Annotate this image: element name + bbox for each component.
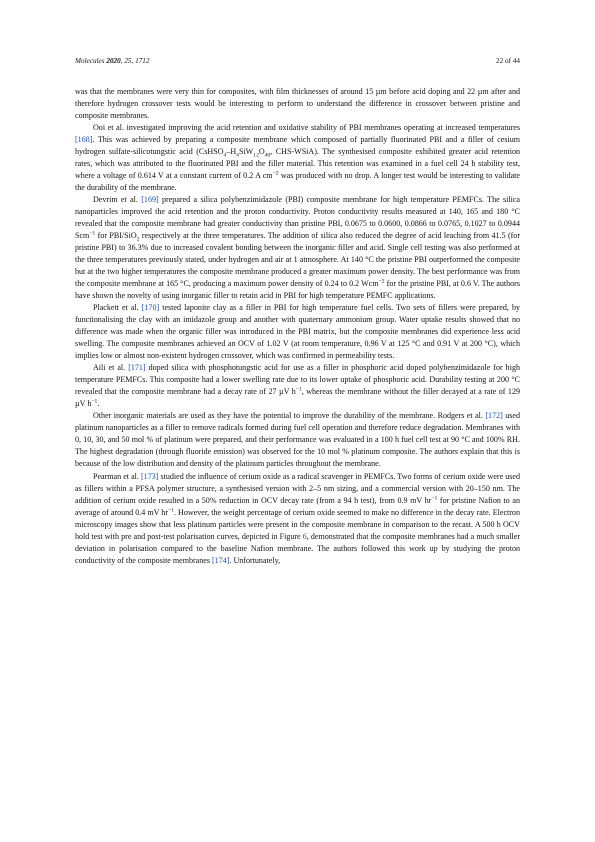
text-run: doped silica with phosphotungstic acid for use as a filler in phosphoric acid doped polybenzimidazole for high temperature PEMFCs. This composite had a lower swelling rate due to its lower uptake of phosphoric acid. Durability testing at 200 °C revealed that the composite membrane had a decay rate of 27 µV h — [75, 363, 520, 397]
text-run: studied the influence of cerium oxide as a radical scavenger in PEMFCs. Two forms of cerium oxide were used as fillers within a PFSA polymer structure, a synthesised version with 2–5 nm sizing, and a commercial version with 20–150 nm. The addition of cerium oxide resulted in a 50% reduction in OCV decay rate (from a 94 h test), from 0.9 mV hr — [75, 471, 520, 505]
text-run: –H — [226, 147, 237, 157]
citation-link[interactable]: [173] — [141, 471, 159, 481]
text-run: , demonstrated that the composite membranes had a much smaller deviation in polarisation compared to the baseline Nafion membrane. The authors followed this work up by studying the proton conductivity of the composite membranes — [75, 531, 520, 565]
text-run: SiW — [238, 147, 254, 157]
article-body — [75, 86, 520, 567]
text-run: . Unfortunately, — [229, 555, 281, 565]
text-run: , CHS-WSiA). The synthesised composite exhibited greater acid retention rates, which was attributed to the fluorinated PBI and the filler material. This retention was examined in a fuel cell 24 h stability test, where a voltage of 0.614 V at a constant current of 0.2 A cm — [75, 147, 520, 181]
text-run: for pristine Nafion to an average of around 0.4 mV hr — [75, 495, 520, 517]
superscript: −1 — [168, 506, 174, 513]
article-number: 1712 — [135, 57, 150, 65]
citation-link[interactable]: [168] — [75, 135, 93, 145]
text-run: . — [97, 399, 100, 409]
body-paragraph — [75, 471, 520, 567]
citation-link[interactable]: [172] — [485, 411, 503, 421]
journal-year: 2020 — [106, 57, 121, 65]
subscript: 40 — [264, 152, 271, 159]
page-header — [75, 57, 520, 69]
text-run: Devrim et al. — [93, 195, 142, 205]
citation-link[interactable]: [174] — [212, 555, 230, 565]
body-paragraph — [75, 302, 520, 362]
superscript: −2 — [378, 278, 385, 285]
text-run: for the pristine PBI, at 0.6 V. The authors have shown the novelty of using inorganic filler to retain acid in PBI for high temperature PEMFC applications. — [75, 279, 520, 301]
text-run: was that the membranes were very thin for composites, with film thicknesses of around 15 µm before acid doping and 22 µm after and therefore hydrogen crossover tests would be interesting to perform to understand the difference in crossover between pristine and composite membranes. — [75, 87, 520, 121]
body-paragraph — [75, 194, 520, 302]
journal-name: Molecules — [75, 57, 105, 65]
body-paragraph — [75, 122, 520, 194]
citation-link[interactable]: 6 — [302, 531, 307, 541]
citation-link[interactable]: [171] — [128, 363, 146, 373]
subscript: 4 — [236, 152, 239, 159]
subscript: 12 — [253, 152, 259, 159]
superscript: −1 — [431, 494, 438, 501]
body-paragraph — [75, 362, 520, 410]
text-run: Aili et al. — [93, 363, 129, 373]
subscript: 2 — [136, 236, 140, 243]
text-run: . However, the weight percentage of cerium oxide seemed to make no difference in the decay rate. Electron microscopy images show that less platinum particles were present in the composite membrane in comparison to the recast. A 500 h OCV hold test with pre and post-test polarisation curves, depicted in Figure — [75, 507, 520, 541]
text-run: used platinum nanoparticles as a filler to remove radicals formed during fuel cell operation and therefore reduce degradation. Membranes with 0, 10, 30, and 50 mol % of platinum were prepared, and their performance was evaluated in a 100 h fuel cell test at 90 °C and 100% RH. The highest degradation (through fluoride emission) was observed for the 10 mol % platinum composite. The authors explain that this is because of the low distribution and density of the platinum particles throughout the membrane. — [75, 411, 521, 469]
superscript: −1 — [91, 398, 98, 405]
citation-link[interactable]: [170] — [141, 303, 160, 313]
citation-link[interactable]: [169] — [141, 195, 159, 205]
text-run: was produced with no drop. A longer test would be interesting to validate the durability of the membrane. — [75, 171, 520, 193]
text-run: . This was achieved by preparing a composite membrane which composed of partially fluorinated PBI and a filler of cesium hydrogen sulfate-silicotungstic acid (CsHSO — [75, 135, 520, 157]
subscript: 4 — [223, 152, 227, 159]
text-run: respectively at the three temperatures. The addition of silica also reduced the degree of acid leaching from 41.5 (for pristine PBI) to 36.3% due to increased covalent bonding between the inorganic filler and acid. Single cell testing was also performed at the three temperatures previously stated, under hydrogen and air at 1 atmosphere. At 140 °C the pristine PBI outperformed the composite but at the two higher temperatures the composite membrane produced a greater maximum power density. The best performance was from the composite membrane at 165 °C, producing a maximum power density of 0.24 to 0.2 Wcm — [75, 231, 521, 289]
text-run: O — [258, 147, 265, 157]
journal-volume: 25 — [124, 57, 132, 65]
journal-citation: Molecules 2020, 25, 1712 — [75, 57, 150, 65]
text-run: Plackett et al. — [93, 303, 142, 313]
text-run: tested laponite clay as a filler in PBI for high temperature fuel cells. Two sets of fillers were prepared, by functionalising the clay with an imidazole group and another with quaternary ammonium group. Water uptake results showed that no difference was made when the organic filler was introduced in the PBI matrix, but the composite membranes did experience less acid swelling. The composite membranes achieved an OCV of 1.02 V (at room temperature, 0.96 V at 125 °C and 0.91 V at 200 °C), which implies low or almost non-existent hydrogen crossover, which was confirmed in permeability tests. — [75, 303, 520, 361]
text-run: Pearman et al. — [93, 471, 141, 481]
superscript: −1 — [295, 386, 302, 393]
superscript: −2 — [272, 170, 279, 177]
text-run: Ooi et al. investigated improving the acid retention and oxidative stability of PBI membranes operating at increased temperatures — [93, 123, 520, 133]
text-run: prepared a silica polybenzimidazole (PBI) composite membrane for high temperature PEMFCs. The silica nanoparticles improved the acid retention and the proton conductivity. Proton conductivity results measured at 140, 165 and 180 °C revealed that the composite membrane had greater conductivity than pristine PBI, 0.0675 to 0.0600, 0.0866 to 0.0765, 0.1027 to 0.0944 Scm — [75, 195, 520, 241]
body-paragraph — [75, 86, 520, 122]
superscript: −1 — [89, 230, 96, 237]
body-paragraph — [75, 410, 520, 470]
text-run: , whereas the membrane without the filler decayed at a rate of 129 µV h — [75, 387, 520, 409]
page-number: 22 of 44 — [496, 57, 520, 65]
text-run: Other inorganic materials are used as they have the potential to improve the durability of the membrane. Rodgers et al. — [93, 411, 486, 421]
text-run: for PBI/SiO — [95, 231, 137, 241]
